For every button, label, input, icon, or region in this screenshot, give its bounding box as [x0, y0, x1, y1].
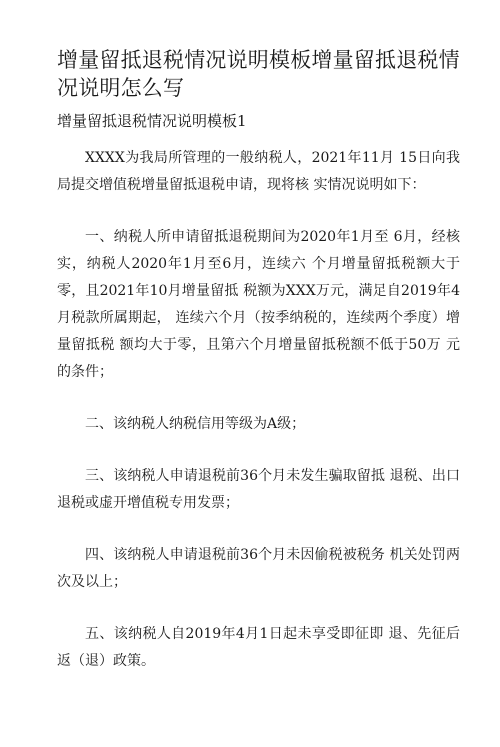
document-title: 增量留抵退税情况说明模板增量留抵退税情况说明怎么写: [57, 48, 460, 100]
item-4-paragraph: 四、该纳税人申请退税前36个月未因偷税被税务 机关处罚两次及以上；: [57, 547, 460, 590]
item-3-paragraph: 三、该纳税人申请退税前36个月未发生骗取留抵 退税、出口退税或虚开增值税专用发票；: [57, 468, 460, 511]
document-subtitle: 增量留抵退税情况说明模板1: [57, 112, 247, 130]
intro-paragraph: XXXX为我局所管理的一般纳税人，2021年11月 15日向我局提交增值税增量留抵退税申请，现将核 实情况说明如下：: [57, 150, 460, 193]
item-2-paragraph: 二、该纳税人纳税信用等级为A级；: [85, 416, 306, 432]
item-5-paragraph: 五、该纳税人自2019年4月1日起未享受即征即 退、先征后返（退）政策。: [57, 626, 460, 669]
item-1-paragraph: 一、纳税人所申请留抵退税期间为2020年1月至 6月，经核实，纳税人2020年1月至6月，连续六 个月增量留抵税额大于零，且2021年10月增量留抵 税额为XXX万元，满足自2019年4月税款所属期起， 连续六个月（按季纳税的，连续两个季度）增量留抵税 额均大于零，且第六个月增量留抵税额不低于50万 元的条件；: [57, 229, 460, 380]
